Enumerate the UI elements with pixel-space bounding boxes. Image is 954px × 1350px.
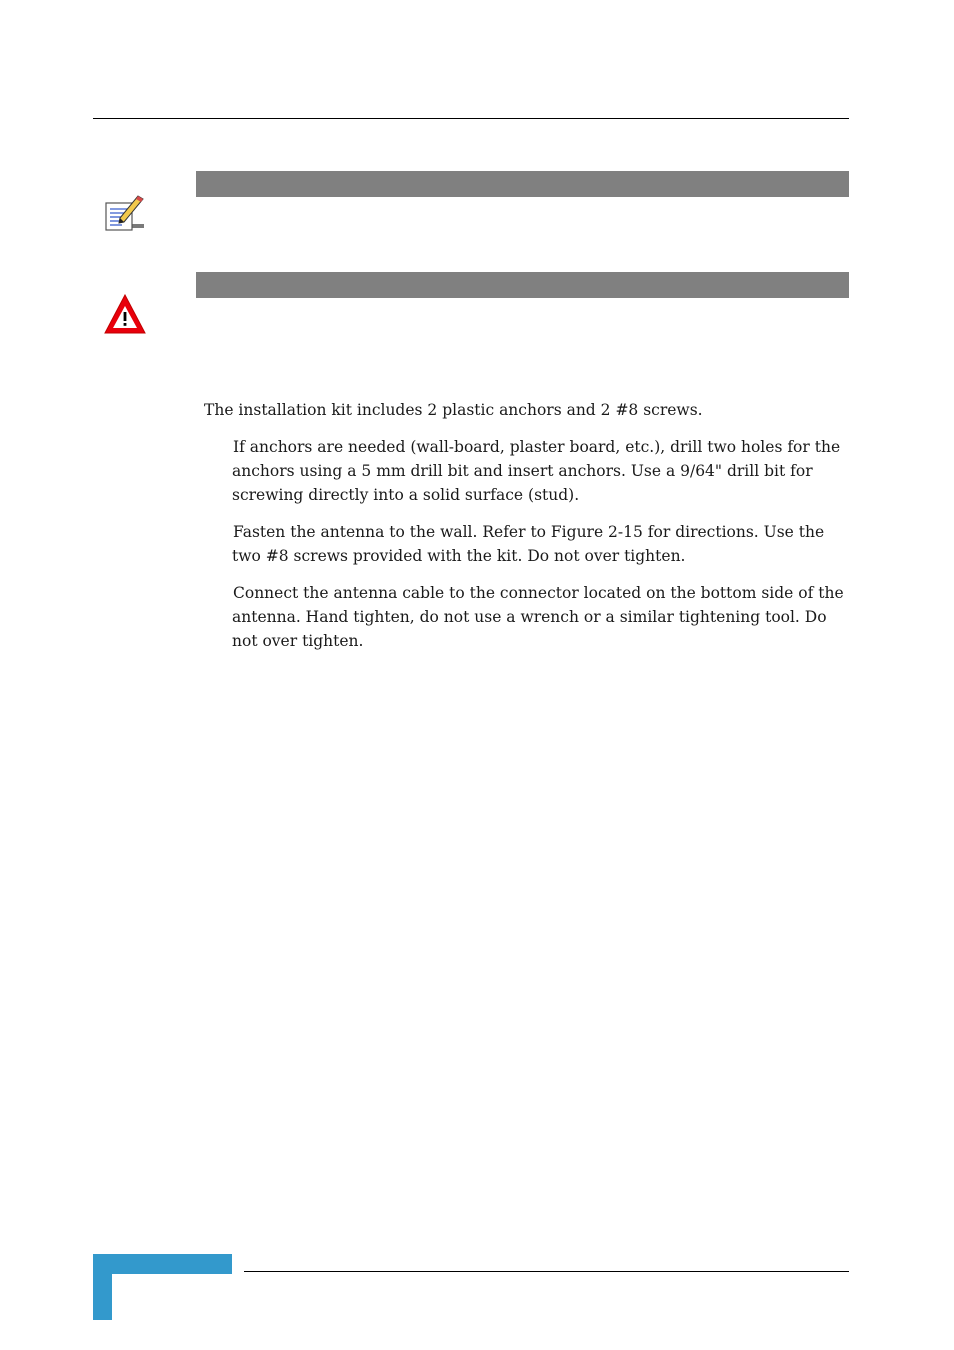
step-3-line-3: not over tighten. — [232, 632, 364, 650]
warning-triangle-icon — [103, 293, 147, 335]
step-1-line-1: If anchors are needed (wall-board, plaster board, etc.), drill two holes for the — [233, 438, 841, 456]
step-3-line-2: antenna. Hand tighten, do not use a wrench or a similar tightening tool. Do — [232, 608, 827, 626]
note-pencil-icon — [104, 194, 146, 234]
step-1-line-2: anchors using a 5 mm drill bit and insert anchors. Use a 9/64" drill bit for — [232, 462, 813, 480]
step-2-line-1: Fasten the antenna to the wall. Refer to Figure 2-15 for directions. Use the — [233, 523, 825, 541]
note-callout-bar — [196, 171, 849, 197]
step-1-line-3: screwing directly into a solid surface (stud). — [232, 486, 580, 504]
corner-accent-horizontal — [93, 1254, 232, 1274]
intro-paragraph: The installation kit includes 2 plastic anchors and 2 #8 screws. — [204, 401, 703, 419]
warning-callout-bar — [196, 272, 849, 298]
step-2-line-2: two #8 screws provided with the kit. Do not over tighten. — [232, 547, 686, 565]
header-rule — [93, 118, 849, 119]
footer-rule — [244, 1271, 849, 1272]
step-3-line-1: Connect the antenna cable to the connector located on the bottom side of the — [233, 584, 844, 602]
